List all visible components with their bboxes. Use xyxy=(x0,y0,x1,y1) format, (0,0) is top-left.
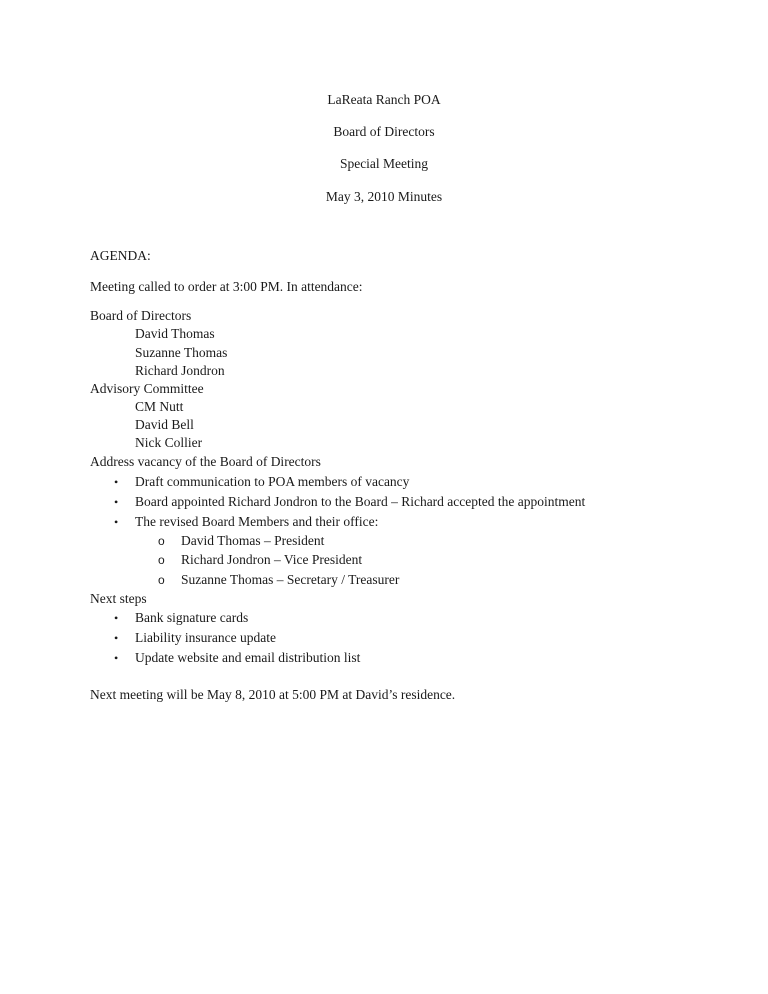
sub-bullet-icon: o xyxy=(158,534,165,548)
sub-bullet-icon: o xyxy=(158,573,165,587)
advisory-member: Nick Collier xyxy=(135,435,203,450)
bullet-icon: • xyxy=(114,515,119,529)
advisory-member: David Bell xyxy=(135,417,194,432)
vacancy-bullet: Board appointed Richard Jondron to the Board – Richard accepted the appointment xyxy=(135,494,586,509)
next-meeting: Next meeting will be May 8, 2010 at 5:00 PM at David’s residence. xyxy=(90,687,456,702)
meeting-type: Special Meeting xyxy=(339,156,429,171)
office-item: David Thomas – President xyxy=(181,533,325,548)
office-item: Suzanne Thomas – Secretary / Treasurer xyxy=(181,572,400,587)
sub-bullet-icon: o xyxy=(158,553,165,567)
board-member: Richard Jondron xyxy=(135,363,225,378)
bullet-icon: • xyxy=(114,475,119,489)
call-to-order: Meeting called to order at 3:00 PM. In attendance: xyxy=(90,279,363,294)
bullet-icon: • xyxy=(114,611,119,625)
vacancy-bullet: The revised Board Members and their office: xyxy=(135,514,379,529)
advisory-heading: Advisory Committee xyxy=(90,381,204,396)
next-step-item: Bank signature cards xyxy=(135,610,249,625)
board-title: Board of Directors xyxy=(333,124,435,139)
bullet-icon: • xyxy=(114,651,119,665)
next-steps-heading: Next steps xyxy=(90,591,147,606)
bullet-icon: • xyxy=(114,631,119,645)
board-member: Suzanne Thomas xyxy=(135,345,228,360)
office-item: Richard Jondron – Vice President xyxy=(181,552,363,567)
bullet-icon: • xyxy=(114,495,119,509)
next-step-item: Liability insurance update xyxy=(135,630,276,645)
vacancy-heading: Address vacancy of the Board of Directors xyxy=(90,454,321,469)
board-heading: Board of Directors xyxy=(90,308,192,323)
board-member: David Thomas xyxy=(135,326,215,341)
minutes-date: May 3, 2010 Minutes xyxy=(325,189,443,204)
org-title: LaReata Ranch POA xyxy=(327,92,441,107)
agenda-label: AGENDA: xyxy=(90,248,151,263)
vacancy-bullet: Draft communication to POA members of vacancy xyxy=(135,474,410,489)
advisory-member: CM Nutt xyxy=(135,399,184,414)
next-step-item: Update website and email distribution list xyxy=(135,650,361,665)
